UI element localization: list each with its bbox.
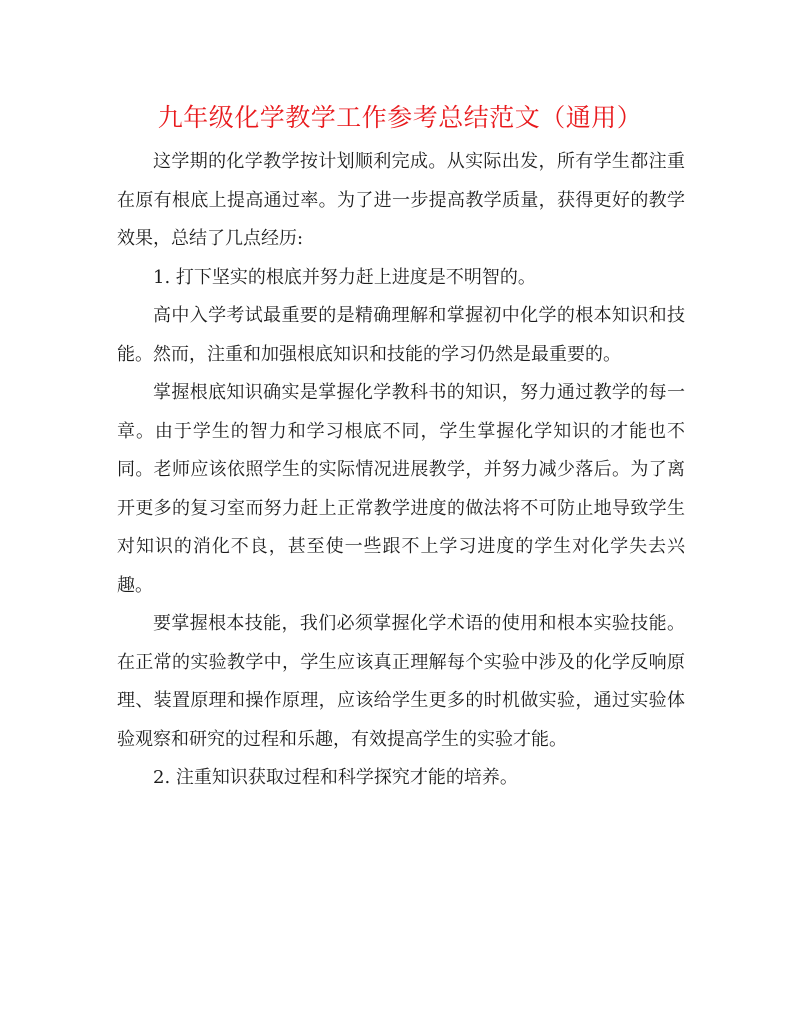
document-body — [117, 143, 685, 798]
document-title: 九年级化学教学工作参考总结范文（通用） — [157, 103, 643, 132]
paragraph-basic-knowledge: 掌握根底知识确实是掌握化学教科书的知识，努力通过教学的每一章。由于学生的智力和学习根底不同，学生掌握化学知识的才能也不同。老师应该依照学生的实际情况进展教学，并努力减少落后。为了离开更多的复习室而努力赶上正常教学进度的做法将不可防止地导致学生对知识的消化不良，甚至使一些跟不上学习进度的学生对化学失去兴趣。 — [117, 382, 685, 596]
paragraph-intro: 这学期的化学教学按计划顺利完成。从实际出发，所有学生都注重在原有根底上提高通过率。为了进一步提高教学质量，获得更好的教学效果，总结了几点经历: — [117, 151, 685, 249]
paragraph-point-1-heading: 1. 打下坚实的根底并努力赶上进度是不明智的。 — [153, 266, 536, 288]
paragraph-point-2-heading: 2. 注重知识获取过程和科学探究才能的培养。 — [153, 767, 518, 788]
paragraph-entrance-exam: 高中入学考试最重要的是精确理解和掌握初中化学的根本知识和技能。然而，注重和加强根底知识和技能的学习仍然是最重要的。 — [117, 305, 685, 365]
paragraph-basic-skills: 要掌握根本技能，我们必须掌握化学术语的使用和根本实验技能。在正常的实验教学中，学生应该真正理解每个实验中涉及的化学反响原理、装置原理和操作原理，应该给学生更多的时机做实验，通过实验体验观察和研究的过程和乐趣，有效提高学生的实验才能。 — [117, 613, 685, 750]
